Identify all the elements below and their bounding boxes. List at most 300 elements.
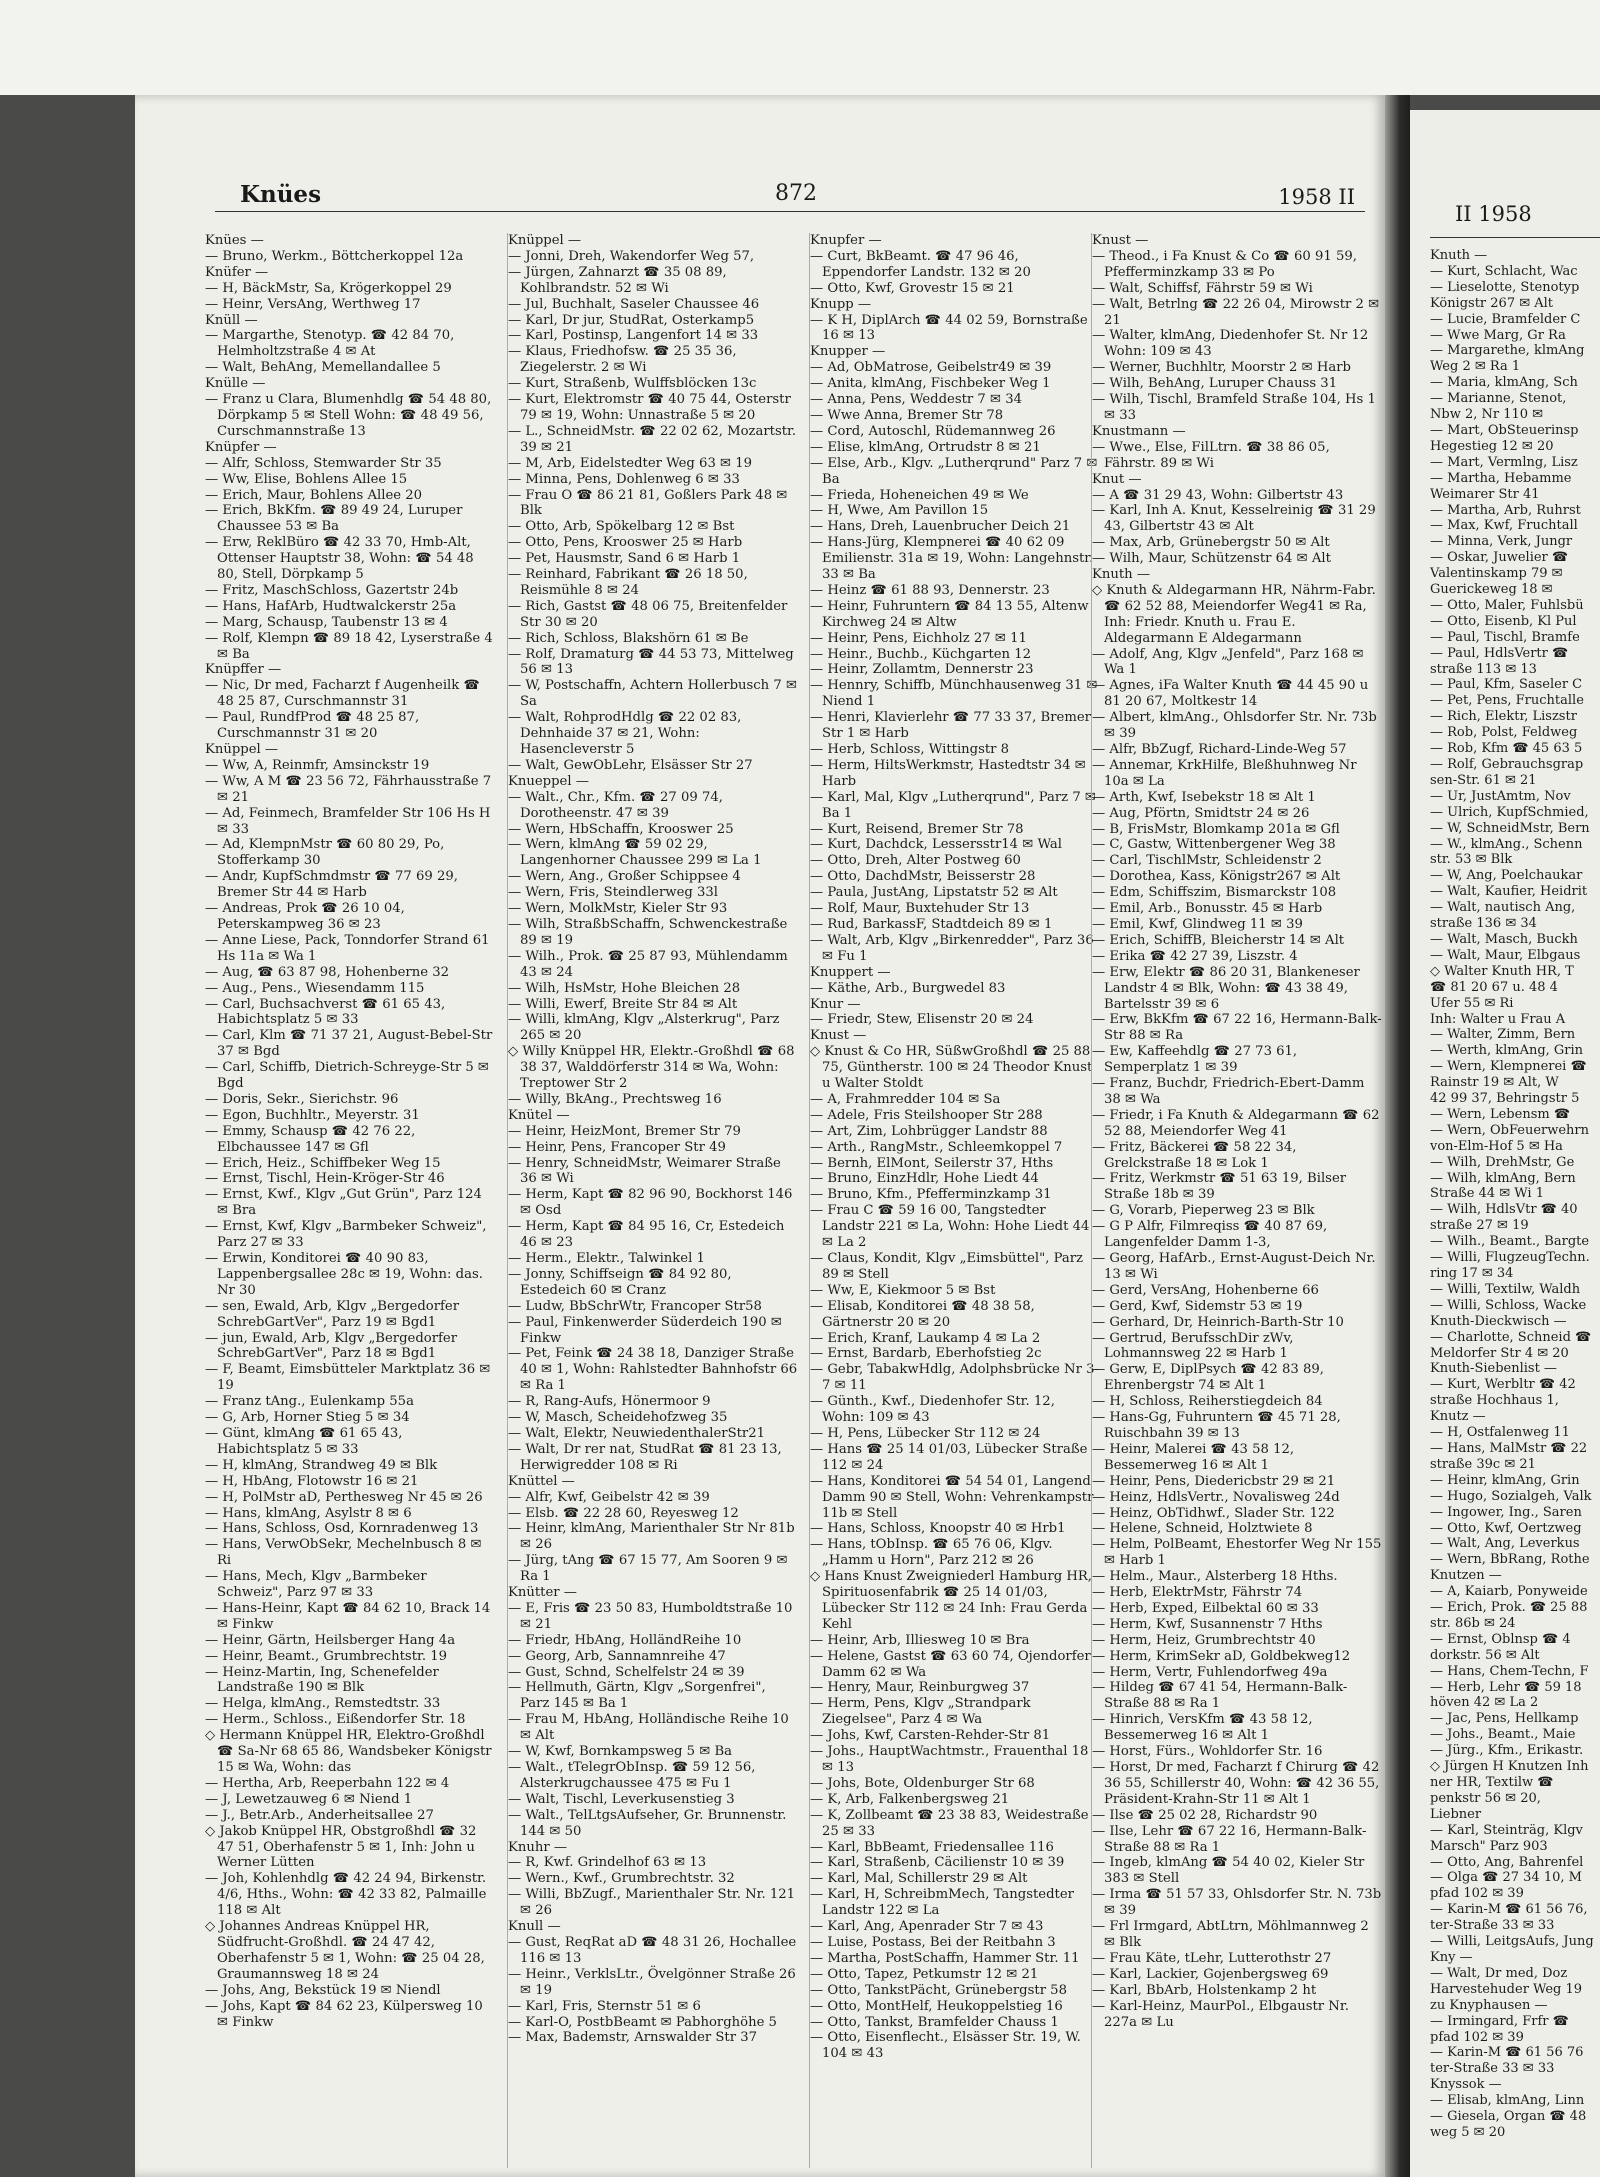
directory-entry: — Gertrud, BerufsschDir zWv, Lohmannsweg 22 ✉ Harb 1 [1092,1330,1294,1362]
directory-entry: — Walt, BehAng, Memellandallee 5 [205,360,441,376]
directory-entry: — Paul, RundfProd ☎ 48 25 87, Curschmannstr 31 ✉ 20 [205,710,420,742]
directory-entry: Ufer 55 ✉ Ri [1430,995,1514,1011]
directory-entry: — Franz tAng., Eulenkamp 55a [205,1394,414,1410]
directory-entry: — Bruno, Werkm., Böttcherkoppel 12a [205,248,464,264]
directory-entry: — Heinr, klmAng, Marienthaler Str Nr 81b ✉ 26 [508,1521,795,1553]
directory-entry: — Minna, Pens, Dohlenweg 6 ✉ 33 [508,471,740,487]
directory-entry: — Herm, Pens, Klgv „Strandpark Ziegelsee", Parz 4 ✉ Wa [810,1696,1031,1728]
directory-entry: ner HR, Textilw ☎ [1430,1775,1554,1790]
directory-entry: Knütel — [508,1107,570,1123]
directory-entry: — Hans-Gg, Fuhruntern ☎ 45 71 28, Ruischbahn 39 ✉ 13 [1092,1410,1341,1441]
directory-entry: pfad 102 ✉ 39 [1430,2029,1524,2045]
directory-entry: — Fritz, MaschSchloss, Gazertstr 24b [205,582,459,598]
directory-entry: — Hans, Dreh, Lauenbrucher Deich 21 [810,519,1071,535]
directory-entry: — Herm, Heiz, Grumbrechtstr 40 [1092,1632,1316,1648]
directory-entry: — Kurt, Werbltr ☎ 42 [1430,1377,1576,1393]
directory-entry: — Walt, Kaufier, Heidrit [1430,884,1588,900]
directory-entry: — Walt., TelLtgsAufseher, Gr. Brunnenstr. 144 ✉ 50 [508,1807,787,1839]
directory-entry: — Wern, Ang., Großer Schippsee 4 [508,869,741,885]
directory-entry: — Walt, nautisch Ang, [1430,900,1576,916]
directory-page-left [135,95,1385,2177]
directory-entry: — Frau O ☎ 86 21 81, Goßlers Park 48 ✉ Blk [508,487,788,519]
directory-entry: — Karl-Heinz, MaurPol., Elbgaustr Nr. 227a ✉ Lu [1092,1998,1349,2030]
directory-entry: — Walt, Schiffsf, Fährstr 59 ✉ Wi [1092,280,1313,296]
directory-entry: — Wwe Marg, Gr Ra [1430,327,1566,343]
directory-entry: — Heinr, Beamt., Grumbrechtstr. 19 [205,1648,448,1664]
directory-entry: — Otto, Tapez, Petkumstr 12 ✉ 21 [810,1966,1039,1982]
directory-entry: — Wilh, HdlsVtr ☎ 40 [1430,1202,1578,1218]
directory-entry: — Elisab, Konditorei ☎ 48 38 58, Gärtnerstr 20 ✉ 20 [810,1298,1035,1330]
directory-entry: — Wilh, StraßbSchaffn, Schwenckestraße 89 ✉ 19 [508,916,788,948]
directory-entry: — Bruno, EinzHdlr, Hohe Liedt 44 [810,1171,1039,1187]
directory-entry: — Walter, klmAng, Diedenhofer St. Nr 12 Wohn: 109 ✉ 43 [1092,328,1369,360]
directory-entry: — Herb, Schloss, Wittingstr 8 [810,742,1010,757]
directory-entry: — Herm, KrimSekr aD, Goldbekweg12 [1092,1648,1351,1664]
directory-entry: — Heinr., Buchb., Küchgarten 12 [810,646,1032,662]
directory-entry: — Aug., Pens., Wiesendamm 115 [205,980,425,996]
directory-entry: — Heinr, Gärtn, Heilsberger Hang 4a [205,1632,456,1648]
directory-entry: Knuppert — [810,964,891,980]
directory-entry: — Paul, HdlsVertr ☎ [1430,645,1569,661]
directory-entry: — Frau C ☎ 59 16 00, Tangstedter Landstr 221 ✉ La, Wohn: Hohe Liedt 44 ✉ La 2 [810,1203,1090,1251]
directory-entry: — Johs, Kapt ☎ 84 62 23, Külpersweg 10 ✉ Finkw [205,1998,483,2030]
directory-entry: — Gerd, VersAng, Hohenberne 66 [1092,1282,1319,1298]
header-guide-word: Knües [240,181,322,208]
directory-entry: — Wilh, HsMstr, Hohe Bleichen 28 [508,980,741,996]
directory-entry: — Frieda, Hoheneichen 49 ✉ We [810,487,1029,503]
directory-entry: Knuth-Dieckwisch — [1430,1313,1567,1329]
directory-entry: ◇ Knust & Co HR, SüßwGroßhdl ☎ 25 88 75, Güntherstr. 100 ✉ 24 Theodor Knust u Walter Stoldt [810,1044,1093,1092]
directory-entry: — Karl, Inh A. Knut, Kesselreinig ☎ 31 29 43, Gilbertstr 43 ✉ Alt [1092,503,1376,535]
directory-entry: — Nic, Dr med, Facharzt f Augenheilk ☎ 48 25 87, Curschmannstr 31 [205,678,480,710]
directory-entry: — Otto, Pens, Krooswег 25 ✉ Harb [508,535,743,551]
right-header-rule [1430,237,1600,238]
directory-entry: — Rich, Gastst ☎ 48 06 75, Breitenfelder Str 30 ✉ 20 [508,598,788,630]
directory-entry: — Henry, Maur, Reinburgweg 37 [810,1680,1030,1696]
directory-entry: — Herm., Schloss., Eißendorfer Str. 18 [205,1712,466,1728]
directory-entry: — Hans, Schloss, Osd, Kornradenweg 13 [205,1521,479,1537]
directory-entry: — Ww, Elise, Bohlens Allee 15 [205,471,408,487]
directory-entry: — Mart, ObSteuerinsp [1430,422,1579,438]
directory-entry: — Paul, Tischl, Bramfe [1430,629,1580,645]
directory-entry: — Ww, E, Kiekmoor 5 ✉ Bst [810,1282,996,1298]
directory-entry: — W., klmAng., Schenn [1430,836,1583,852]
directory-entry: — Friedr, HbAng, HolländReihe 10 [508,1632,742,1648]
directory-entry: ◇ Hans Knust Zweigniederl Hamburg HR, Spirituosenfabrik ☎ 25 14 01/03, Lübecker Str 112 ✉ 24 Inh: Frau Gerda Kehl [810,1569,1092,1632]
directory-entry: Rainstr 19 ✉ Alt, W [1430,1075,1559,1091]
directory-entry: Liebner [1430,1806,1482,1822]
directory-entry: — Karl-O, PostbBeamt ✉ Pabhorghöhe 5 [508,2014,777,2030]
directory-entry: höven 42 ✉ La 2 [1430,1695,1539,1711]
directory-entry: Knülle — [205,376,266,392]
directory-entry: — Gerw, E, DiplPsych ☎ 42 83 89, Ehrenbergstr 74 ✉ Alt 1 [1092,1362,1324,1394]
directory-entry: — Karl, BbBeamt, Friedensallee 116 [810,1839,1054,1855]
directory-entry: — jun, Ewald, Arb, Klgv „Bergedorfer SchrebGartVer", Parz 18 ✉ Bgd1 [205,1330,458,1362]
directory-entry: Nbw 2, Nr 110 ✉ [1430,407,1544,423]
directory-entry: Knutzen — [1430,1568,1502,1584]
directory-entry: — Heinr, Malerei ☎ 43 58 12, Bessemerweg 16 ✉ Alt 1 [1092,1441,1295,1473]
directory-entry: — Otto, Ang, Bahrenfel [1430,1854,1584,1870]
directory-entry: — Gerhard, Dr, Heinrich-Barth-Str 10 [1092,1314,1344,1330]
directory-entry: — Helga, klmAng., Remstedtstr. 33 [205,1696,441,1712]
directory-entry: — Klaus, Friedhofsw. ☎ 25 35 36, Ziegelerstr. 2 ✉ Wi [508,344,737,376]
directory-entry: — H, Wwe, Am Pavillon 15 [810,503,989,519]
directory-entry: — Georg, Arb, Sannamnreihe 47 [508,1648,726,1664]
directory-entry: — Emil, Arb., Bonusstr. 45 ✉ Harb [1092,901,1323,917]
directory-entry: — Maria, klmAng, Sch [1430,375,1578,391]
directory-entry: — Paula, JustAng, Lipstatstr 52 ✉ Alt [810,885,1058,901]
directory-entry: — A ☎ 31 29 43, Wohn: Gilbertstr 43 [1092,487,1344,503]
directory-entry: — Rob, Polst, Feldweg [1430,725,1578,741]
directory-entry: Knuth — [1430,248,1488,263]
directory-entry: — Gust, Schnd, Schelfelstr 24 ✉ 39 [508,1664,745,1680]
directory-entry: — Fritz, Bäckerei ☎ 58 22 34, Grelckstraße 18 ✉ Lok 1 [1092,1139,1297,1171]
directory-entry: — G, Arb, Horner Stieg 5 ✉ 34 [205,1410,410,1426]
directory-entry: — Carl, TischlMstr, Schleidenstr 2 [1092,853,1322,869]
directory-entry: — Heinr, Zollamtm, Dennerstr 23 [810,662,1034,678]
directory-entry: — J, Lewetzauweg 6 ✉ Niend 1 [205,1791,413,1807]
directory-entry: — Gust, ReqRat aD ☎ 48 31 26, Hochallee 116 ✉ 13 [508,1934,797,1966]
directory-entry: — Werner, Buchhltr, Moorstr 2 ✉ Harb [1092,360,1351,376]
directory-entry: — Wern, Lebensm ☎ [1430,1106,1571,1122]
directory-entry: — Ludw, BbSchrWtr, Francoper Str58 [508,1298,762,1314]
directory-entry: — Wern, MolkMstr, Kieler Str 93 [508,901,728,917]
directory-entry: — Wwe., Else, FilLtrn. ☎ 38 86 05, Fährstr. 89 ✉ Wi [1092,439,1330,471]
directory-entry: — Egon, Buchhltr., Meyerstr. 31 [205,1107,420,1123]
directory-entry: — sen, Ewald, Arb, Klgv „Bergedorfer SchrebGartVer", Parz 19 ✉ Bgd1 [205,1298,460,1330]
directory-entry: Hegestieg 12 ✉ 20 [1430,438,1554,454]
directory-entry: — Claus, Kondit, Klgv „Eimsbüttel", Parz 89 ✉ Stell [810,1251,1083,1282]
directory-entry: — Adolf, Ang, Klgv „Jenfeld", Parz 168 ✉ Wa 1 [1092,646,1364,678]
column-1 [205,233,495,2168]
directory-entry: — Annemar, KrkHilfe, Bleßhuhnweg Nr 10a ✉ La [1092,757,1357,789]
directory-entry: — Wern., Kwf., Grumbrechtstr. 32 [508,1871,735,1887]
directory-entry: — Otto, Dreh, Alter Postweg 60 [810,853,1021,869]
directory-entry: — Werth, klmAng, Grin [1430,1043,1584,1059]
directory-entry: — Else, Arb., Klgv. „Lutherqrund" Parz 7 ✉ Ba [810,455,1098,487]
directory-entry: — E, Fris ☎ 23 50 83, Humboldtstraße 10 ✉ 21 [508,1600,793,1632]
directory-entry: — Jul, Buchhalt, Saseler Chaussee 46 [508,296,760,312]
directory-entry: — Karl, Fris, Sternstr 51 ✉ 6 [508,1998,701,2014]
directory-entry: — Heinr, Pens, Diedericbstr 29 ✉ 21 [1092,1473,1336,1489]
directory-entry: — Erich, Prok. ☎ 25 88 [1430,1600,1588,1616]
directory-entry: — Alfr, Schloss, Stemwarder Str 35 [205,455,442,471]
directory-entry: — H, Pens, Lübecker Str 112 ✉ 24 [810,1425,1041,1441]
directory-entry: — Olga ☎ 27 34 10, M [1430,1870,1582,1886]
directory-entry: — Paul, Kfm, Saseler C [1430,677,1583,693]
directory-entry: — Erich, Heiz., Schiffbeker Weg 15 [205,1155,441,1171]
directory-entry: — Alfr, BbZugf, Richard-Linde-Weg 57 [1092,742,1347,757]
directory-entry: — Andr, KupfSchmdmstr ☎ 77 69 29, Bremer Str 44 ✉ Harb [205,869,458,901]
directory-entry: — Günth., Kwf., Diedenhofer Str. 12, Wohn: 109 ✉ 43 [810,1394,1055,1426]
directory-entry: — F, Beamt, Eimsbütteler Marktplatz 36 ✉ 19 [205,1362,491,1394]
directory-entry: — Heinr, HeizMont, Bremer Str 79 [508,1123,741,1139]
directory-entry: — Johs., Beamt., Maie [1430,1727,1576,1743]
directory-entry: — Karin-M ☎ 61 56 76 [1430,2045,1584,2061]
directory-entry: — Henri, Klavierlehr ☎ 77 33 37, Bremer Str 1 ✉ Harb [810,710,1091,742]
directory-entry: — Kurt, Straßenb, Wulffsblöcken 13c [508,376,757,392]
directory-entry: — Carl, Schiffb, Dietrich-Schreyge-Str 5 ✉ Bgd [205,1060,489,1092]
directory-entry: — K H, DiplArch ☎ 44 02 59, Bornstraße 16 ✉ 13 [810,312,1088,344]
directory-entry: — Willi, klmAng, Klgv „Alsterkrug", Parz 265 ✉ 20 [508,1012,780,1044]
directory-entry: — Gebr, TabakwHdlg, Adolphsbrücke Nr 3-7 ✉ 11 [810,1362,1099,1394]
directory-entry: — Heinr, klmAng, Grin [1430,1472,1580,1488]
directory-entry: — Franz, Buchdr, Friedrich-Ebert-Damm 38 ✉ Wa [1092,1076,1365,1107]
directory-entry: — Horst, Dr med, Facharzt f Chirurg ☎ 42 36 55, Schillerstr 40, Wohn: ☎ 42 36 55, Präsident-Krahn-Str 11 ✉ Alt 1 [1092,1760,1380,1807]
directory-entry: — Bruno, Kfm., Pfefferminzkamp 31 [810,1187,1052,1203]
directory-entry: — Curt, BkBeamt. ☎ 47 96 46, Eppendorfer Landstr. 132 ✉ 20 [810,248,1031,280]
directory-entry: sen-Str. 61 ✉ 21 [1430,772,1537,788]
directory-entry: — Reinhard, Fabrikant ☎ 26 18 50, Reismühle 8 ✉ 24 [508,567,748,598]
directory-entry: — Pet, Pens, Fruchtalle [1430,693,1584,709]
directory-entry: — Jürg., Kfm., Erikastr. [1430,1743,1584,1759]
directory-entry: — Theod., i Fa Knust & Co ☎ 60 91 59, Pfefferminzkamp 33 ✉ Po [1092,248,1357,280]
directory-entry: Guerickeweg 18 ✉ [1430,582,1553,598]
directory-entry: ◇ Johannes Andreas Knüppel HR, Südfrucht-Großhdl. ☎ 24 47 42, Oberhafenstr 5 ✉ 1, Wohn: ☎ 25 04 28, Graumannsweg 18 ✉ 24 [205,1919,485,1982]
directory-entry: Valentinskamp 79 ✉ [1430,566,1563,582]
directory-entry: straße 39c ✉ 21 [1430,1456,1536,1472]
directory-entry: — Ernst, Kwf, Klgv „Barmbeker Schweiz", Parz 27 ✉ 33 [205,1219,487,1251]
directory-page-right [1410,110,1600,2177]
directory-entry: 42 99 37, Behringstr 5 [1430,1091,1580,1107]
directory-entry: — Erich, SchiffB, Bleicherstr 14 ✉ Alt [1092,932,1345,948]
directory-entry: — Ew, Kaffeehdlg ☎ 27 73 61, Semperplatz 1 ✉ 39 [1092,1044,1298,1076]
directory-entry: — Erwin, Konditorei ☎ 40 90 83, Lappenbergsallee 28c ✉ 19, Wohn: das. Nr 30 [205,1251,483,1298]
directory-entry: — Heinr., VerklsLtr., Övelgönner Straße 26 ✉ 19 [508,1966,796,1998]
directory-entry: — Paul, Finkenwerder Süderdeich 190 ✉ Finkw [508,1314,782,1346]
directory-entry: — Rolf, Dramaturg ☎ 44 53 73, Mittelweg 56 ✉ 13 [508,646,794,678]
directory-entry: Knustmann — [1092,423,1186,439]
directory-entry: — Hildeg ☎ 67 41 54, Hermann-Balk-Straße 88 ✉ Ra 1 [1092,1680,1348,1712]
directory-entry: Königstr 267 ✉ Alt [1430,295,1554,311]
directory-entry: — Wilh, Maur, Schützenstr 64 ✉ Alt [1092,551,1331,567]
directory-entry: — Elisab, klmAng, Linn [1430,2093,1585,2109]
directory-entry: — Arth., RangMstr., Schleemkoppel 7 [810,1139,1063,1155]
directory-entry: — Wern, ObFeuerwehrn [1430,1122,1590,1138]
directory-entry: ter-Straße 33 ✉ 33 [1430,2061,1555,2077]
directory-entry: — Ad, KlempnMstr ☎ 60 80 29, Po, Stofferkamp 30 [205,837,445,869]
directory-entry: Knust — [810,1028,867,1044]
directory-entry: — G, Vorarb, Pieperweg 23 ✉ Blk [1092,1203,1315,1219]
directory-entry: — Herm, Vertr, Fuhlendorfweg 49a [1092,1664,1328,1680]
directory-entry: — Lucie, Bramfelder C [1430,311,1581,327]
directory-entry: — Otto, DachdMstr, Beisserstr 28 [810,869,1036,885]
directory-entry: — Margarthe, Stenotyp. ☎ 42 84 70, Helmholtzstraße 4 ✉ At [205,328,455,360]
directory-entry: str. 53 ✉ Blk [1430,852,1513,868]
directory-entry: Knütter — [508,1585,577,1601]
directory-entry: — Mart, Vermlng, Lisz [1430,454,1578,470]
directory-entry: — Hans, Mech, Klgv „Barmbeker Schweiz", Parz 97 ✉ 33 [205,1569,427,1601]
directory-entry: — Frau Käte, tLehr, Lutterothstr 27 [1092,1950,1332,1966]
directory-entry: — Hans-Heinr, Kapt ☎ 84 62 10, Brack 14 ✉ Finkw [205,1600,491,1632]
directory-entry: ◇ Walter Knuth HR, T [1430,963,1574,979]
column-2 [507,233,798,2168]
directory-entry: Knust — [1092,233,1149,248]
directory-entry: — Karl, Lackier, Gojenbergsweg 69 [1092,1966,1329,1982]
directory-entry: Marsch" Parz 903 [1430,1838,1548,1854]
directory-entry: — Walt, Ang, Leverkus [1430,1536,1580,1552]
directory-entry: — Carl, Buchsachverst ☎ 61 65 43, Habichtsplatz 5 ✉ 33 [205,996,446,1028]
directory-entry: — Giesela, Organ ☎ 48 [1430,2109,1587,2125]
directory-entry: — Herm, HiltsWerkmstr, Hastedtstr 34 ✉ Harb [810,757,1086,789]
directory-entry: — Heinz, HdlsVertr., Novalisweg 24d [1092,1489,1340,1505]
directory-entry: — Jonny, Schiffseign ☎ 84 92 80, Estedeich 60 ✉ Cranz [508,1266,732,1298]
directory-entry: — Heinz-Martin, Ing, Schenefelder Landstraße 190 ✉ Blk [205,1664,439,1696]
directory-entry: — Heinz, ObTidhwf., Slader Str. 122 [1092,1505,1335,1521]
directory-entry: Knüppel — [508,233,582,248]
directory-entry: — H, Schloss, Reiherstiegdeich 84 [1092,1394,1323,1410]
directory-entry: str. 86b ✉ 24 [1430,1615,1516,1631]
directory-entry: — Bernh, ElMont, Seilerstr 37, Hths [810,1155,1054,1171]
book-gutter [1385,95,1410,2177]
directory-entry: — Wern, BbRang, Rothe [1430,1552,1590,1568]
directory-entry: Knur — [810,996,861,1012]
directory-entry: — Helm., Maur., Alsterberg 18 Hths. [1092,1569,1338,1585]
directory-entry: ◇ Knuth & Aldegarmann HR, Nährm-Fabr. ☎ 62 52 88, Meiendorfer Weg41 ✉ Ra, Inh: Friedr. Knuth u. Frau E. Aldegarmann E Aldegarmann [1092,582,1376,646]
directory-entry: — Wilh, BehAng, Luruper Chauss 31 [1092,376,1338,392]
directory-entry: — L., SchneidMstr. ☎ 22 02 62, Mozartstr. 39 ✉ 21 [508,423,797,455]
directory-entry: — A, Kaiarb, Ponyweide [1430,1584,1588,1600]
directory-entry: — Otto, Tankst, Bramfelder Chauss 1 [810,2014,1059,2030]
directory-entry: — Otto, Kwf, Grovestr 15 ✉ 21 [810,280,1015,296]
directory-entry: — Willi, LeitgsAufs, Jung [1430,1934,1594,1950]
directory-entry: — Elise, klmAng, Ortrudstr 8 ✉ 21 [810,439,1041,455]
directory-entry: — Ur, JustAmtm, Nov [1430,788,1571,804]
directory-entry: — Walt, Dr rer nat, StudRat ☎ 81 23 13, Herwigredder 108 ✉ Ri [508,1441,782,1473]
directory-entry: — Otto, Arb, Spökelbarg 12 ✉ Bst [508,519,735,535]
directory-entry: — Erika ☎ 42 27 39, Liszstr. 4 [1092,948,1298,964]
directory-entry: — Cord, Autoschl, Rüdemannweg 26 [810,423,1056,439]
directory-entry: — Karin-M ☎ 61 56 76, [1430,1902,1588,1918]
directory-entry: — R, Kwf. Grindelhof 63 ✉ 13 [508,1855,707,1871]
scan-top-margin [0,0,1600,95]
directory-entry: — Emil, Kwf, Glindweg 11 ✉ 39 [1092,916,1303,932]
directory-entry: — Max, Arb, Grünebergstr 50 ✉ Alt [1092,535,1330,551]
directory-entry: — Walt, Dr med, Doz [1430,1965,1568,1981]
directory-entry: — Art, Zim, Lohbrügger Landstr 88 [810,1123,1048,1139]
directory-entry: — Gerd, Kwf, Sidemstr 53 ✉ 19 [1092,1298,1303,1314]
directory-entry: Knüttel — [508,1473,575,1489]
directory-entry: — Rolf, Maur, Buxtehuder Str 13 [810,901,1030,917]
directory-entry: — Otto, Maler, Fuhlsbü [1430,597,1584,613]
directory-entry: — Otto, MontHelf, Heukoppelstieg 16 [810,1998,1063,2014]
directory-entry: — H, HbAng, Flotowstr 16 ✉ 21 [205,1473,419,1489]
directory-entry: Knueppel — [508,773,589,789]
directory-entry: — Otto, TankstPächt, Grünebergstr 58 [810,1982,1067,1998]
page-header [135,181,1385,221]
directory-entry: Harvestehuder Weg 19 [1430,1981,1583,1997]
directory-entry: — Hans, VerwObSekr, Mechelnbusch 8 ✉ Ri [205,1537,482,1569]
directory-entry: Knüpffer — [205,662,282,678]
directory-entry: Knupper — [810,344,886,360]
directory-entry: — Johs, Ang, Bekstück 19 ✉ Niendl [205,1982,441,1998]
directory-entry: ring 17 ✉ 34 [1430,1266,1514,1281]
directory-entry: Knupfer — [810,233,882,248]
directory-entry: — Ernst, Kwf., Klgv „Gut Grün", Parz 124 ✉ Bra [205,1187,482,1219]
directory-entry: — Minna, Verk, Jungr [1430,534,1573,550]
header-year: 1958 II [1278,185,1355,209]
directory-entry: — Oskar, Juwelier ☎ [1430,550,1569,566]
directory-entry: — Rob, Kfm ☎ 45 63 5 [1430,741,1583,757]
directory-entry: — Anne Liese, Pack, Tonndorfer Strand 61 Hs 11a ✉ Wa 1 [205,932,490,964]
directory-entry: — J., Betr.Arb., Anderheitsallee 27 [205,1807,434,1823]
directory-entry: — Willi, FlugzeugTechn. [1430,1250,1590,1266]
directory-entry: — B, FrisMstr, Blomkamp 201a ✉ Gfl [1092,821,1340,837]
directory-entry: — Georg, HafArb., Ernst-August-Deich Nr. 13 ✉ Wi [1092,1251,1376,1282]
directory-entry: — Dorothea, Kass, Königstr267 ✉ Alt [1092,869,1341,885]
directory-entry: — Irma ☎ 51 57 33, Ohlsdorfer Str. N. 73b ✉ 39 [1092,1887,1382,1919]
directory-entry: — Ulrich, KupfSchmied, [1430,804,1589,820]
directory-entry: — Irmingard, Frfr ☎ [1430,2013,1569,2029]
directory-entry: — Hans, MalMstr ☎ 22 [1430,1440,1588,1456]
directory-entry: — Hans, Chem-Techn, F [1430,1663,1589,1679]
directory-entry: — Jürg, tAng ☎ 67 15 77, Am Sooren 9 ✉ Ra 1 [508,1553,788,1585]
directory-entry: — M, Arb, Eidelstedter Weg 63 ✉ 19 [508,455,753,471]
directory-entry: — W, Kwf, Bornkampsweg 5 ✉ Ba [508,1744,733,1760]
directory-entry: — Kurt, Elektromstr ☎ 40 75 44, Osterstr 79 ✉ 19, Wohn: Unnastraße 5 ✉ 20 [508,392,791,423]
directory-entry: — Doris, Sekr., Sierichstr. 96 [205,1091,399,1107]
directory-entry: — Anna, Pens, Weddestr 7 ✉ 34 [810,392,1023,408]
directory-entry: — Helene, Schneid, Holztwiete 8 [1092,1521,1313,1537]
directory-entry: — Elsb. ☎ 22 28 60, Reyesweg 12 [508,1505,739,1521]
directory-entry: Weimarer Str 41 [1430,486,1540,502]
directory-entry: — Rud, BarkassF, Stadtdeich 89 ✉ 1 [810,916,1053,932]
directory-entry: — H, klmAng, Strandweg 49 ✉ Blk [205,1457,438,1473]
directory-entry: — Ingower, Ing., Saren [1430,1504,1582,1520]
directory-entry: — Hans, tObInsp. ☎ 65 76 06, Klgv. „Hamm u Horn", Parz 212 ✉ 26 [810,1537,1053,1569]
directory-entry: Meldorfer Str 4 ✉ 20 [1430,1345,1569,1361]
directory-entry: — Hans, Konditorei ☎ 54 54 01, Langend Damm 90 ✉ Stell, Wohn: Vehrenkampstr 11b ✉ Stell [810,1473,1094,1521]
directory-entry: — Karl, Mal, Schillerstr 29 ✉ Alt [810,1871,1028,1887]
directory-entry: Kny — [1430,1949,1473,1965]
directory-entry: — Horst, Fürs., Wohldorfer Str. 16 [1092,1744,1323,1760]
directory-entry: — Charlotte, Schneid ☎ [1430,1329,1592,1345]
directory-entry: Knut — [1092,471,1142,487]
directory-entry: — Walt, Tischl, Leverkusenstieg 3 [508,1791,735,1807]
directory-entry: — Pet, Hausmstr, Sand 6 ✉ Harb 1 [508,551,741,567]
directory-entry: Weg 2 ✉ Ra 1 [1430,359,1521,375]
directory-entry: — Wilh., Beamt., Bargte [1430,1234,1590,1250]
directory-entry: — Karl, Ang, Apenrader Str 7 ✉ 43 [810,1919,1044,1935]
page-number: 872 [775,181,817,206]
directory-entry: von-Elm-Hof 5 ✉ Ha [1430,1138,1563,1154]
directory-entry: — Herb, Lehr ☎ 59 18 [1430,1679,1582,1695]
directory-entry: — Ernst, Bardarb, Eberhofstieg 2c [810,1346,1042,1362]
directory-entry: ◇ Hermann Knüppel HR, Elektro-Großhdl ☎ Sa-Nr 68 65 86, Wandsbeker Königstr 15 ✉ Wa, Wohn: das [205,1728,492,1775]
directory-entry: — Walt, RohprodHdlg ☎ 22 02 83, Dehnhaide 37 ✉ 21, Wohn: Hasencleverstr 5 [508,710,742,757]
directory-entry: — Jac, Pens, Hellkamp [1430,1711,1579,1727]
directory-entry: straße Hochhaus 1, [1430,1393,1559,1409]
directory-entry: — Heinr, Fuhruntern ☎ 84 13 55, Altenw Kirchweg 24 ✉ Altw [810,598,1089,630]
directory-entry: — Alfr, Kwf, Geibelstr 42 ✉ 39 [508,1489,710,1505]
directory-entry: — Heinr, VersAng, Werthweg 17 [205,296,421,312]
directory-entry: — Otto, Kwf, Oertzweg [1430,1520,1582,1536]
directory-entry: — Hans, Schloss, Knoopstr 40 ✉ Hrb1 [810,1521,1066,1537]
directory-entry: — Ernst, Oblnsp ☎ 4 [1430,1631,1571,1647]
directory-entry: — Walter, Zimm, Bern [1430,1027,1576,1043]
directory-entry: — Fritz, Werkmstr ☎ 51 63 19, Bilser Straße 18b ✉ 39 [1092,1171,1347,1203]
directory-entry: — Walt, Masch, Buckh [1430,931,1578,947]
directory-entry: — C, Gastw, Wittenbergener Weg 38 [1092,837,1336,853]
directory-entry: — K, Arb, Falkenbergsweg 21 [810,1791,1010,1807]
directory-entry: — Andreas, Prok ☎ 26 10 04, Peterskampweg 36 ✉ 23 [205,901,405,932]
directory-entry: straße 113 ✉ 13 [1430,661,1537,677]
directory-entry: — Herm, Kwf, Susannenstr 7 Hths [1092,1616,1323,1632]
directory-entry: — Helm, PolBeamt, Ehestorfer Weg Nr 155 ✉ Harb 1 [1092,1537,1382,1569]
directory-entry: — Erw, ReklBüro ☎ 42 33 70, Hmb-Alt, Ottenser Hauptstr 38, Wohn: ☎ 54 48 80, Stell, Dörpkamp 5 [205,535,474,583]
directory-entry: — Frl Irmgard, AbtLtrn, Möhlmannweg 2 ✉ Blk [1092,1919,1369,1950]
directory-entry: — Willi, Schloss, Wacke [1430,1297,1587,1313]
